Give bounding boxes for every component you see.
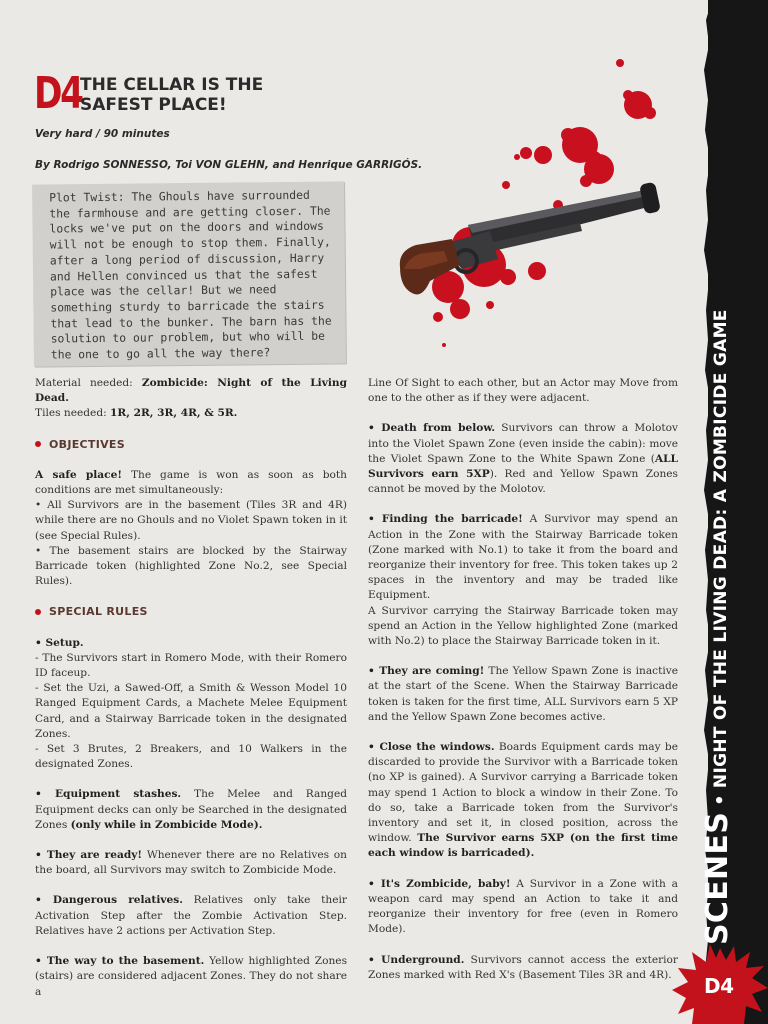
objective-bullet-1: • All Survivors are in the basement (Tiles 3R and 4R) while there are no Ghouls and no Violet Spawn token in it (see Special Rules). bbox=[35, 499, 347, 542]
rule-zombicide-baby bbox=[368, 877, 678, 938]
zomb-lead: • It's Zombicide, baby! bbox=[368, 877, 511, 890]
ready-lead: • They are ready! bbox=[35, 849, 143, 862]
left-column bbox=[35, 376, 347, 1015]
rule-close-windows bbox=[368, 740, 678, 862]
under-lead: • Underground. bbox=[368, 953, 465, 966]
authors: By Rodrigo SONNESSO, Toi VON GLEHN, and Henrique GARRIGÓS. bbox=[35, 159, 423, 171]
material-value: Zombicide: Night of the Living Dead. bbox=[35, 377, 347, 405]
bullet-icon bbox=[35, 441, 41, 447]
rule-finding-barricade bbox=[368, 512, 678, 603]
badge-label: D4 bbox=[704, 974, 734, 998]
special-rules-heading bbox=[35, 604, 347, 619]
way-text: Yellow highlighted Zones (stairs) are considered adjacent Zones. They do not share a bbox=[35, 955, 347, 998]
death-bold: ALL Survivors earn 5XP bbox=[368, 452, 678, 481]
objective-bullet-2: • The basement stairs are blocked by the Stairway Barricade token (highlighted Zone No.2, see Special Rules). bbox=[35, 544, 347, 588]
find-lead: • Finding the barricade! bbox=[368, 513, 523, 526]
coming-text: The Yellow Spawn Zone is inactive at the start of the Scene. When the Stairway Barricade token is taken for the first time, ALL Survivors earn 5 XP and the Yellow Spawn Zone becomes active. bbox=[368, 665, 678, 723]
setup-line-2: - Set the Uzi, a Sawed-Off, a Smith & Wesson Model 10 Ranged Equipment Cards, a Machete Melee Equipment Card, and a Stairway Barricade token in the designated Zones. bbox=[35, 682, 347, 740]
rule-death-from-below bbox=[368, 421, 678, 497]
material-line bbox=[35, 376, 347, 406]
bullet-icon bbox=[35, 609, 41, 615]
objective-intro bbox=[35, 468, 347, 498]
close-text: Boards Equipment cards may be discarded to provide the Survivor with a Barricade token (no XP is gained). A Survivor carrying a Barricade token may spend 1 Action to block a window in their Zone. To do so, take a Barricade token from the Survivor's inventory and set it, in closed position, across the window. bbox=[368, 741, 678, 845]
material-label: Material needed: bbox=[35, 377, 142, 389]
rule-way-to-basement bbox=[35, 954, 347, 1000]
zomb-text: A Survivor in a Zone with a weapon card may spend an Action to take it and reorganize their inventory for free (even in Romero Mode). bbox=[368, 877, 678, 936]
sawed-off-shotgun-icon bbox=[380, 55, 680, 355]
setup-lead: • Setup. bbox=[35, 636, 84, 649]
difficulty: Very hard / 90 minutes bbox=[35, 128, 170, 140]
scene-title: THE CELLAR IS THE SAFEST PLACE! bbox=[80, 75, 264, 115]
rule-they-are-coming bbox=[368, 664, 678, 725]
coming-lead: • They are coming! bbox=[368, 665, 485, 678]
stash-text: The Melee and Ranged Equipment decks can only be Searched in the designated Zones bbox=[35, 788, 347, 831]
death-text: Survivors can throw a Molotov into the Violet Spawn Zone (even inside the cabin): move the Violet Spawn Zone to the White Spawn Zone ( bbox=[368, 422, 678, 465]
close-lead: • Close the windows. bbox=[368, 741, 495, 754]
death-text-2: ). Red and Yellow Spawn Zones cannot be moved by the Molotov. bbox=[368, 468, 678, 496]
objectives-heading-label: OBJECTIVES bbox=[49, 437, 125, 451]
close-bold: The Survivor earns 5XP (on the first time each window is barricaded). bbox=[368, 832, 679, 860]
ready-text: Whenever there are no Relatives on the board, all Survivors may switch to Zombicide Mode. bbox=[35, 849, 347, 877]
stash-bold: (only while in Zombicide Mode). bbox=[70, 818, 263, 831]
rule-they-are-ready bbox=[35, 848, 347, 878]
objectives-heading bbox=[35, 437, 347, 452]
setup-line-1: - The Survivors start in Romero Mode, with their Romero ID faceup. bbox=[35, 651, 347, 680]
rule-setup-lead bbox=[35, 636, 347, 651]
death-lead: • Death from below. bbox=[368, 422, 496, 435]
tiles-label: Tiles needed: bbox=[35, 407, 111, 420]
plot-twist-text: Plot Twist: The Ghouls have surrounded the farmhouse and are getting closer. The locks we've put on the doors and windows will not be enough to stop them. Finally, after a long period of discussion, Harry and Hellen convinced us that the safest place was the cellar! But we need something sturdy to barricade the stairs that lead to the bunker. The barn has the solution to our problem, but who will be the one to go all the way there? bbox=[49, 187, 332, 362]
side-title bbox=[700, 309, 735, 945]
tiles-line bbox=[35, 406, 347, 421]
rule-continuation: Line Of Sight to each other, but an Actor may Move from one to the other as if they were adjacent. bbox=[368, 377, 678, 405]
side-section: SCENES bbox=[700, 811, 735, 945]
side-separator: • bbox=[710, 794, 731, 806]
rule-equipment-stashes bbox=[35, 787, 347, 833]
scene-code: D4 bbox=[34, 68, 82, 119]
right-column bbox=[368, 376, 678, 998]
side-game: NIGHT OF THE LIVING DEAD: A ZOMBICIDE GAME bbox=[711, 309, 731, 789]
stash-lead: • Equipment stashes. bbox=[35, 788, 182, 801]
rule-dangerous-relatives bbox=[35, 893, 347, 939]
objective-text: The game is won as soon as both conditions are met simultaneously: bbox=[35, 468, 347, 497]
danger-text: Relatives only take their Activation Step after the Zombie Activation Step. Relatives have 2 actions per Activation Step. bbox=[35, 894, 347, 937]
danger-lead: • Dangerous relatives. bbox=[35, 894, 183, 907]
objective-lead: A safe place! bbox=[35, 468, 123, 481]
way-lead: • The way to the basement. bbox=[35, 955, 205, 968]
tiles-value: 1R, 2R, 3R, 4R, & 5R. bbox=[110, 407, 238, 420]
special-rules-heading-label: SPECIAL RULES bbox=[49, 605, 148, 619]
rule-underground bbox=[368, 953, 678, 983]
rule-finding-barricade-2: A Survivor carrying the Stairway Barricade token may spend an Action in the Yellow highlighted Zone (marked with No.2) to place the Stairway Barricade token in it. bbox=[368, 604, 678, 648]
under-text: Survivors cannot access the exterior Zones marked with Red X's (Basement Tiles 3R and 4R). bbox=[368, 953, 678, 981]
setup-line-3: - Set 3 Brutes, 2 Breakers, and 10 Walkers in the designated Zones. bbox=[35, 743, 347, 771]
find-text: A Survivor may spend an Action in the Zone with the Stairway Barricade token (Zone marked with No.1) to take it from the board and reorganize their inventory for free. This token takes up 2 spaces in the inventory and may be traded like Equipment. bbox=[368, 513, 678, 602]
